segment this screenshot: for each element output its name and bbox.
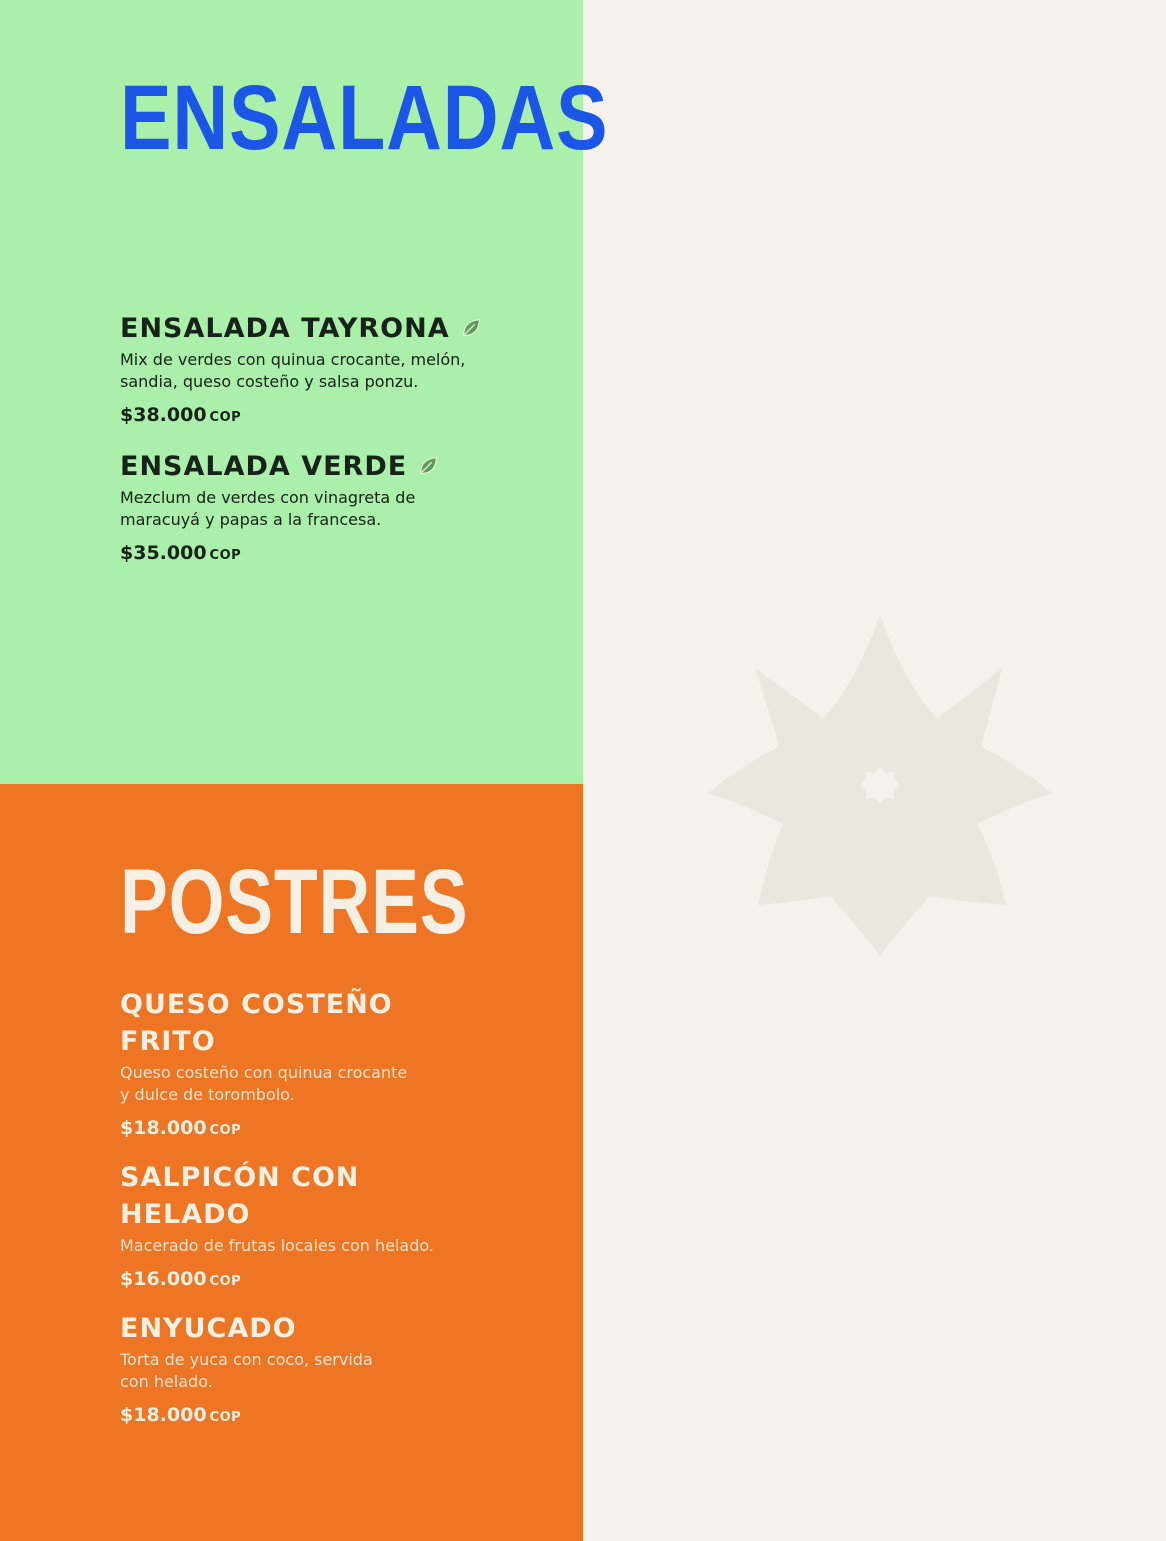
price-value: $18.000 xyxy=(120,1404,207,1426)
star-flower-center xyxy=(860,767,900,803)
desserts-title: POSTRES xyxy=(120,851,469,953)
item-name-line: FRITO xyxy=(120,1026,216,1057)
price-currency: COP xyxy=(209,1410,242,1425)
description-line: Torta de yuca con coco, servida xyxy=(120,1350,373,1369)
leaf-icon xyxy=(417,455,439,477)
price-currency: COP xyxy=(209,1123,242,1138)
description-line: y dulce de torombolo. xyxy=(120,1085,295,1104)
price-currency: COP xyxy=(209,1274,242,1289)
description-line: Mezclum de verdes con vinagreta de xyxy=(120,488,416,507)
item-price xyxy=(120,403,540,430)
item-name-line: ENYUCADO xyxy=(120,1313,297,1344)
item-name-line: QUESO COSTEÑO xyxy=(120,989,393,1020)
price-currency: COP xyxy=(209,410,242,425)
desserts-list xyxy=(120,986,540,1430)
menu-item xyxy=(120,1159,540,1294)
menu-item xyxy=(120,448,540,568)
price-currency: COP xyxy=(209,548,242,563)
price-value: $38.000 xyxy=(120,404,207,426)
item-description xyxy=(120,1235,540,1257)
price-value: $35.000 xyxy=(120,542,207,564)
item-name xyxy=(120,986,540,1060)
description-line: con helado. xyxy=(120,1372,213,1391)
item-name-text: ENSALADA TAYRONA xyxy=(120,313,450,344)
menu-item xyxy=(120,986,540,1143)
item-name-line: HELADO xyxy=(120,1199,251,1230)
description-line: Mix de verdes con quinua crocante, melón, xyxy=(120,350,466,369)
item-name-line: SALPICÓN CON xyxy=(120,1162,360,1193)
item-description xyxy=(120,1062,540,1106)
item-name xyxy=(120,310,540,347)
item-price xyxy=(120,1267,540,1294)
star-flower-icon xyxy=(705,610,1055,960)
item-name xyxy=(120,448,540,485)
item-price xyxy=(120,541,540,568)
description-line: maracuyá y papas a la francesa. xyxy=(120,510,382,529)
description-line: sandia, queso costeño y salsa ponzu. xyxy=(120,372,419,391)
salads-list xyxy=(120,310,540,568)
menu-item xyxy=(120,310,540,430)
item-name-text: ENSALADA VERDE xyxy=(120,451,408,482)
menu-item xyxy=(120,1310,540,1430)
description-line: Queso costeño con quinua crocante xyxy=(120,1063,408,1082)
item-price xyxy=(120,1116,540,1143)
price-value: $16.000 xyxy=(120,1268,207,1290)
item-price xyxy=(120,1403,540,1430)
item-description xyxy=(120,487,540,531)
item-name xyxy=(120,1159,540,1233)
item-name xyxy=(120,1310,540,1347)
leaf-icon xyxy=(460,317,482,339)
salads-title: ENSALADAS xyxy=(120,67,609,169)
item-description xyxy=(120,1349,540,1393)
price-value: $18.000 xyxy=(120,1117,207,1139)
description-line: Macerado de frutas locales con helado. xyxy=(120,1236,434,1255)
item-description xyxy=(120,349,540,393)
